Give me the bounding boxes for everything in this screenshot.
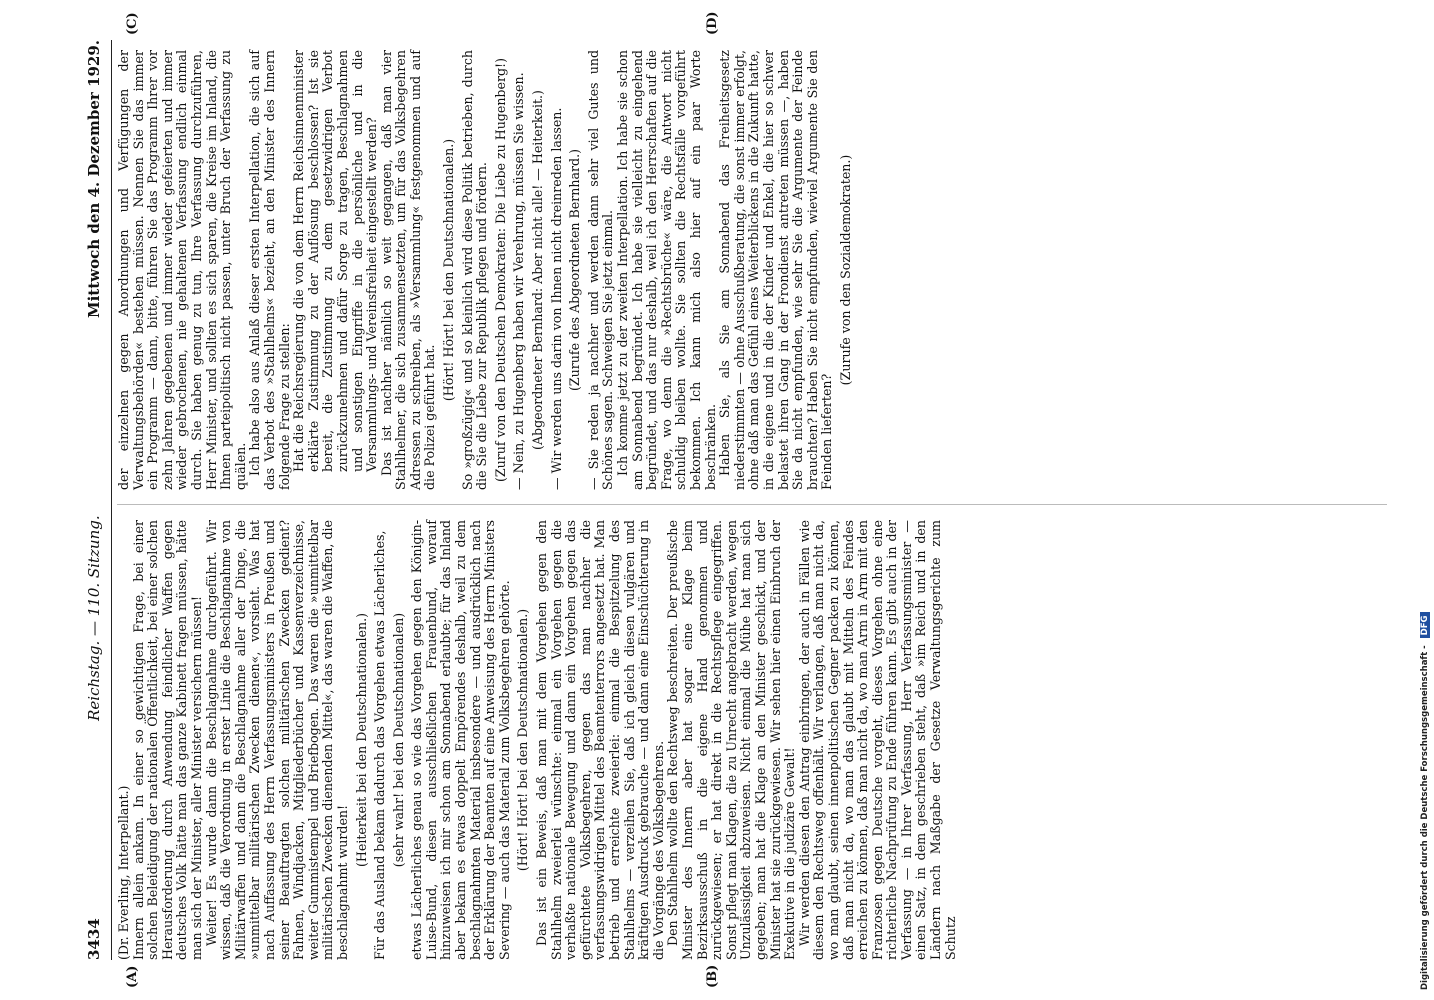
paragraph: (Dr. Everling, Interpellant.) — [116, 785, 131, 960]
interjection: (Zurufe des Abgeordneten Bernhard.) — [567, 149, 583, 391]
interjection: (sehr wahr! bei den Deutschnationalen) — [390, 612, 406, 868]
interjection: (Hört! Hört! bei den Deutschnationalen.) — [515, 608, 531, 872]
dfg-logo: DFG — [1420, 613, 1430, 639]
left-column — [117, 520, 1387, 960]
right-column — [117, 50, 1387, 490]
paragraph: Das ist nachher nämlich so weit gegangen, daß man vier Stahlhelmer, die sich zusammensetzten, um für das Volksbegehren Adressen zu schreiben, als »Versammlung« festgenommen und auf die Polizei geführt hat. — [378, 50, 438, 490]
paragraph: — Nein, zu Hugenberg haben wir Verehrung, müssen Sie wissen. — [511, 72, 527, 490]
page-header — [85, 40, 112, 960]
paragraph: etwas Lächerliches genau so wie das Vorgehen gegen den Königin-Luise-Bund, diesen ausschließlichen Frauenbund, worauf hinzuweisen ich mir schon am Sonnabend erlaubte; für das Inland aber bekam es etwas doppelt Empörendes deshalb, weil zu dem beschlagnahmten Material insbesondere — und ausdrücklich nach der Erklärung der Beamten auf eine Anweisung des Herrn Ministers Severing — auch das Material zum Volksbegehren gehörte. — [409, 520, 512, 960]
interjection: (Zuruf von den Deutschen Demokraten: Die Liebe zu Hugenberg!) — [492, 58, 508, 483]
paragraph: Ich habe also aus Anlaß dieser ersten Interpellation, die sich auf das Verbot des »Stahlhelms« bezieht, an den Minister des Innern folgende Frage zu stellen: — [247, 50, 292, 490]
rotated-document-page — [85, 11, 1405, 988]
interjection: (Abgeordneter Bernhard: Aber nicht alle! — Heiterkeit.) — [530, 90, 546, 450]
credit-text: Digitalisierung gefördert durch die Deutsche Forschungsgemeinschaft - — [1420, 645, 1430, 990]
interjection: (Heiterkeit bei den Deutschnationalen.) — [353, 612, 369, 868]
column-divider — [117, 504, 1387, 505]
margin-mark-a: (A) — [125, 965, 140, 988]
paragraph: So »großzügig« und so kleinlich wird diese Politik betrieben, durch die Sie die Liebe zur Republik pflegen und fördern. — [459, 50, 490, 490]
session-date: Mittwoch den 4. Dezember 1929. — [85, 40, 103, 318]
interjection: (Zurufe von den Sozialdemokraten.) — [837, 154, 853, 386]
paragraph: Innern allein ankam. In einer so gewichtigen Frage, bei einer solchen Beleidigung der nationalen Öffentlichkeit, bei einer solchen Herausforderung durch Anwendung feindlicher Waffen gegen deutsches Volk hätte man das ganze Kabinett fragen müssen, hätte man sich der Minister, aller Minister versichern müssen! — [130, 520, 204, 960]
paragraph: — Wir werden uns darin von Ihnen nicht dreinreden lassen. — [548, 107, 564, 490]
page-number: 3434 — [85, 918, 103, 960]
paragraph: Hat die Reichsregierung die von dem Herrn Reichsinnenminister erklärte Zustimmung zu der Auflösung beschlossen? Ist sie bereit, die Zustimmung zu dem gesetzwidrigen Verbot zurückzunehmen und dafür Sorge zu tragen, Beschlagnahmen und sonstigen Eingriffe in die persönliche und in die Versammlungs- und Vereinsfreiheit eingestellt werden? — [291, 50, 380, 472]
paragraph: Ich komme jetzt zu der zweiten Interpellation. Ich habe sie schon am Sonnabend begründet. Ich habe sie vielleicht zu eingehend begründet, und das nur deshalb, weil ich den Herrschaften auf die Frage, wo denn die »Rechtsbrüche« wäre, die Antwort nicht schuldig bleiben wollte. Sie sollten die Rechtsfälle vorgeführt bekommen. Ich kann mich also hier auf ein paar Worte beschränken. — [615, 50, 718, 490]
paragraph: Das ist ein Beweis, daß man mit dem Vorgehen gegen den Stahlhelm zweierlei wünschte: einmal ein Vorgehen gegen die verhaßte nationale Bewegung und dann ein Vorgehen gegen das gefürchtete Volksbegehren, gegen das man nachher die verfassungswidrigen Mittel des Beamtenterrors angesetzt hat. Man betrieb und erreichte zweierlei: einmal die Bespitzelung des Stahlhelms — verzeihen Sie, daß ich gleich diesen vulgären und kräftigen Ausdruck gebrauche — und dann eine Einschüchterung in die Vorgänge des Volksbegehrens. — [534, 520, 666, 960]
paragraph: Weiter! Es wurde dann die Beschlagnahme durchgeführt. Wir wissen, daß die Verordnung in erster Linie die Beschlagnahme von Militärwaffen und dann die Beschlagnahme aller der Dinge, die »unmittelbar militärischen Zwecken dienen«, vorsieht. Was hat nach Auffassung des Herrn Verfassungsministers in Preußen und seiner Beauftragten solchen militärischen Zwecken gedient? Fahnen, Windjacken, Mitgliederbücher und Kassenverzeichnisse, weiter Gummistempel und Briefbogen. Das waren die »unmittelbar militärischen Zwecken dienenden Mittel«, das waren die Waffen, die beschlagnahmt wurden! — [203, 520, 350, 960]
paragraph: Wir werden diesen den Antrag einbringen, der auch in Fällen wie diesem den Rechtsweg offenhält. Wir verlangen, daß man nicht da, wo man glaubt, seinen innenpolitischen Gegner packen zu können, daß man nicht da, wo man das glaubt mit Mitteln des Feindes erreichen zu können, daß man nicht da, wo man Arm in Arm mit den Franzosen gegen Deutsche vorgeht, dieses Vorgehen ohne eine richterliche Nachprüfung zu Ende führen kann. Es gibt auch in der Verfassung — in Ihrer Verfassung, Herr Verfassungsminister — einen Satz, in dem geschrieben steht, daß »im Reich und in den Ländern nach Maßgabe der Gesetze Verwaltungsgerichte zum Schutz — [796, 520, 958, 960]
paragraph: der einzelnen gegen Anordnungen und Verfügungen der Verwaltungsbehörden« bestehen müssen. Nennen Sie das immer ein Programm — dann, bitte, führen Sie das Programm Ihrer vor zehn Jahren gegebenen und immer wieder gefeierten und immer wieder gebrochenen, nie gehaltenen Verfassung endlich einmal durch. Sie haben genug zu tun, Ihre Verfassung durchzuführen, Herr Minister, und sollten es sich sparen, die Kreise im Inland, die Ihnen parteipolitisch nicht passen, unter Bruch der Verfassung zu quälen. — [116, 50, 248, 490]
paragraph: Haben Sie, als Sie am Sonnabend das Freiheitsgesetz niederstimmten — ohne Ausschußberatung, die sonst immer erfolgt, ohne daß man das Gefühl eines Weiterblickens in die Zukunft hatte, in die eigene und in die der Kinder und Enkel, die hier so schwer belastet ihren Gang in der Frondienst antreten müssen —, haben Sie da nicht empfunden, wie sehr Sie die Argumente der Feinde brauchten? Haben Sie nicht empfunden, wieviel Argumente Sie den Feinden lieferten? — [717, 50, 835, 490]
margin-mark-b: (B) — [705, 964, 720, 988]
digitization-credit — [1420, 10, 1434, 990]
margin-mark-d: (D) — [705, 11, 720, 35]
interjection: (Hört! Hört! bei den Deutschnationalen.) — [441, 138, 457, 402]
paragraph: Den Stahlhelm wollte den Rechtsweg beschreiten. Der preußische Minister des Innern aber hat sogar eine Klage beim Bezirksausschuß in die eigene Hand genommen und zurückgewiesen; er hat direkt in die Rechtspflege eingegriffen. Sonst pflegt man Klagen, die zu Unrecht angebracht werden, wegen Unzulässigkeit abzuweisen. Nicht einmal die Mühe hat man sich gegeben; man hat die Klage an den Minister geschickt, und der Minister hat sie zurückgewiesen. Wir sehen hier einen Einbruch der Exekutive in die judizäre Gewalt! — [665, 520, 798, 960]
margin-mark-c: (C) — [125, 12, 140, 35]
session-title: Reichstag. — 110. Sitzung. — [85, 515, 103, 721]
paragraph: — Sie reden ja nachher und werden dann sehr viel Gutes und Schönes sagen. Schweigen Sie jetzt einmal. — [585, 50, 616, 490]
paragraph: Für das Ausland bekam dadurch das Vorgehen etwas Lächerliches, — [372, 530, 388, 960]
